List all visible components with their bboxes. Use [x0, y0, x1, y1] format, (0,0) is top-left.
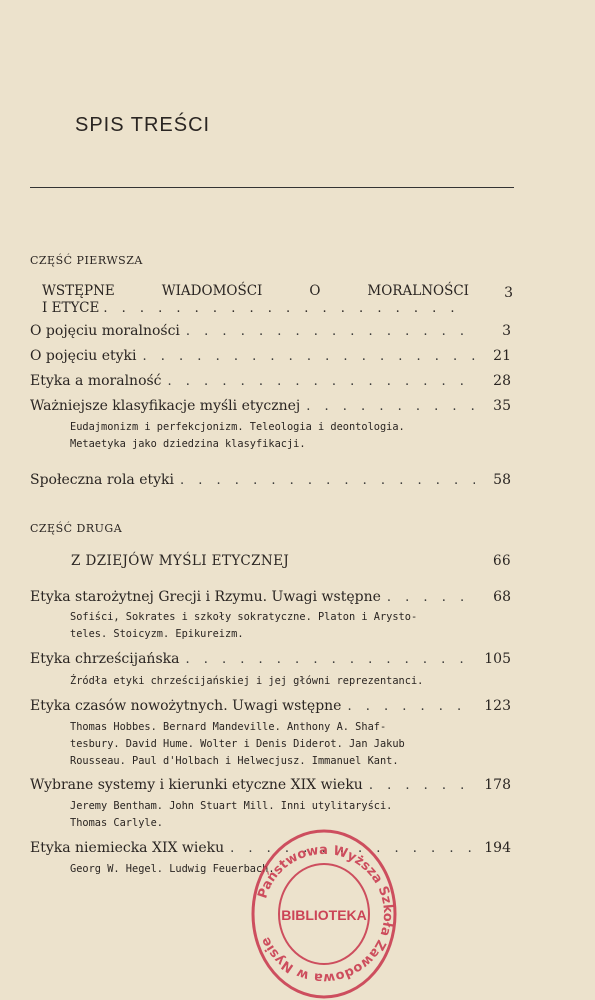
- stamp-ring-text: Państwowa Wyższa Szkoła Zawodowa w Nysie: [255, 842, 396, 986]
- toc-entry-subtopics: [70, 609, 470, 643]
- toc-entry[interactable]: [30, 651, 511, 667]
- toc-entry[interactable]: [30, 777, 511, 793]
- part-one-heading-word: WIADOMOŚCI: [161, 283, 263, 299]
- toc-entry-page: 178: [484, 777, 511, 793]
- stamp-center-text: BIBLIOTEKA: [281, 907, 367, 923]
- toc-entry-title: Etyka chrześcijańska: [30, 651, 180, 667]
- subtopic-line: Źródła etyki chrześcijańskiej i jej główni reprezentanci.: [70, 675, 424, 687]
- toc-entry[interactable]: [30, 323, 511, 339]
- toc-entry[interactable]: [30, 373, 511, 389]
- toc-entry-subtopics: [70, 798, 470, 832]
- toc-entry-page: 68: [493, 589, 511, 605]
- toc-entry[interactable]: [30, 698, 511, 714]
- toc-entry-title: Etyka starożytnej Grecji i Rzymu. Uwagi wstępne: [30, 589, 381, 605]
- part-one-heading-word: MORALNOŚCI: [367, 283, 469, 299]
- toc-entry-page: 3: [502, 323, 511, 339]
- toc-entry-title: O pojęciu moralności: [30, 323, 180, 339]
- leader-dots: [306, 399, 475, 414]
- page-title: SPIS TREŚCI: [75, 114, 211, 136]
- leader-dots: [369, 778, 475, 793]
- toc-entry-page: 35: [493, 398, 511, 414]
- toc-entry-title: Etyka niemiecka XIX wieku: [30, 840, 225, 856]
- part-one-heading-word: O: [309, 283, 321, 299]
- leader-dots: [168, 374, 475, 389]
- toc-entry-title: Społeczna rola etyki: [30, 472, 175, 488]
- toc-entry-page: 58: [493, 472, 511, 488]
- toc-entry[interactable]: [30, 472, 511, 488]
- leader-dots: [103, 300, 469, 317]
- part-two-label: CZĘŚĆ DRUGA: [30, 522, 123, 535]
- toc-entry-title: O pojęciu etyki: [30, 348, 137, 364]
- toc-entry-page: 21: [493, 348, 511, 364]
- toc-entry-page: 194: [484, 840, 511, 856]
- part-one-heading-page: 3: [504, 285, 513, 301]
- part-two-heading-page: 66: [493, 553, 511, 569]
- subtopic-line: teles. Stoicyzm. Epikureizm.: [70, 628, 244, 640]
- leader-dots: [180, 473, 475, 488]
- toc-entry-page: 105: [484, 651, 511, 667]
- leader-dots: [387, 590, 475, 605]
- subtopic-line: Thomas Carlyle.: [70, 817, 163, 829]
- subtopic-line: Sofiści, Sokrates i szkoły sokratyczne. Platon i Arysto-: [70, 611, 418, 623]
- subtopic-line: Georg W. Hegel. Ludwig Feuerbach.: [70, 863, 275, 875]
- toc-entry[interactable]: [30, 398, 511, 414]
- toc-entry-page: 123: [484, 698, 511, 714]
- toc-entry-title: Etyka czasów nowożytnych. Uwagi wstępne: [30, 698, 342, 714]
- toc-entry-subtopics: [70, 673, 470, 690]
- subtopic-line: Rousseau. Paul d'Holbach i Helwecjusz. Immanuel Kant.: [70, 755, 399, 767]
- part-one-heading-word: WSTĘPNE: [42, 283, 115, 299]
- subtopic-line: Metaetyka jako dziedzina klasyfikacji.: [70, 438, 306, 450]
- leader-dots: [185, 652, 475, 667]
- subtopic-line: tesbury. David Hume. Wolter i Denis Diderot. Jan Jakub: [70, 738, 405, 750]
- part-two-heading-text: Z DZIEJÓW MYŚLI ETYCZNEJ: [71, 553, 290, 569]
- part-one-label: CZĘŚĆ PIERWSZA: [30, 254, 143, 267]
- toc-entry-page: 28: [493, 373, 511, 389]
- part-one-heading-line2: I ETYCE: [42, 300, 100, 316]
- toc-entry-title: Ważniejsze klasyfikacje myśli etycznej: [30, 398, 301, 414]
- subtopic-line: Thomas Hobbes. Bernard Mandeville. Anthony A. Shaf-: [70, 721, 387, 733]
- toc-entry-subtopics: [70, 419, 470, 453]
- subtopic-line: Eudajmonizm i perfekcjonizm. Teleologia i deontologia.: [70, 421, 405, 433]
- subtopic-line: Jeremy Bentham. John Stuart Mill. Inni utylitaryści.: [70, 800, 393, 812]
- leader-dots: [186, 324, 475, 339]
- library-stamp: [250, 828, 398, 1000]
- title-divider: [30, 187, 514, 188]
- toc-entry-title: Etyka a moralność: [30, 373, 162, 389]
- toc-entry-title: Wybrane systemy i kierunki etyczne XIX wieku: [30, 777, 363, 793]
- toc-entry-subtopics: [70, 719, 470, 770]
- toc-entry[interactable]: [30, 348, 511, 364]
- part-one-heading: [42, 283, 469, 317]
- part-two-heading: [71, 553, 511, 569]
- leader-dots: [143, 349, 475, 364]
- toc-entry[interactable]: [30, 589, 511, 605]
- leader-dots: [347, 699, 475, 714]
